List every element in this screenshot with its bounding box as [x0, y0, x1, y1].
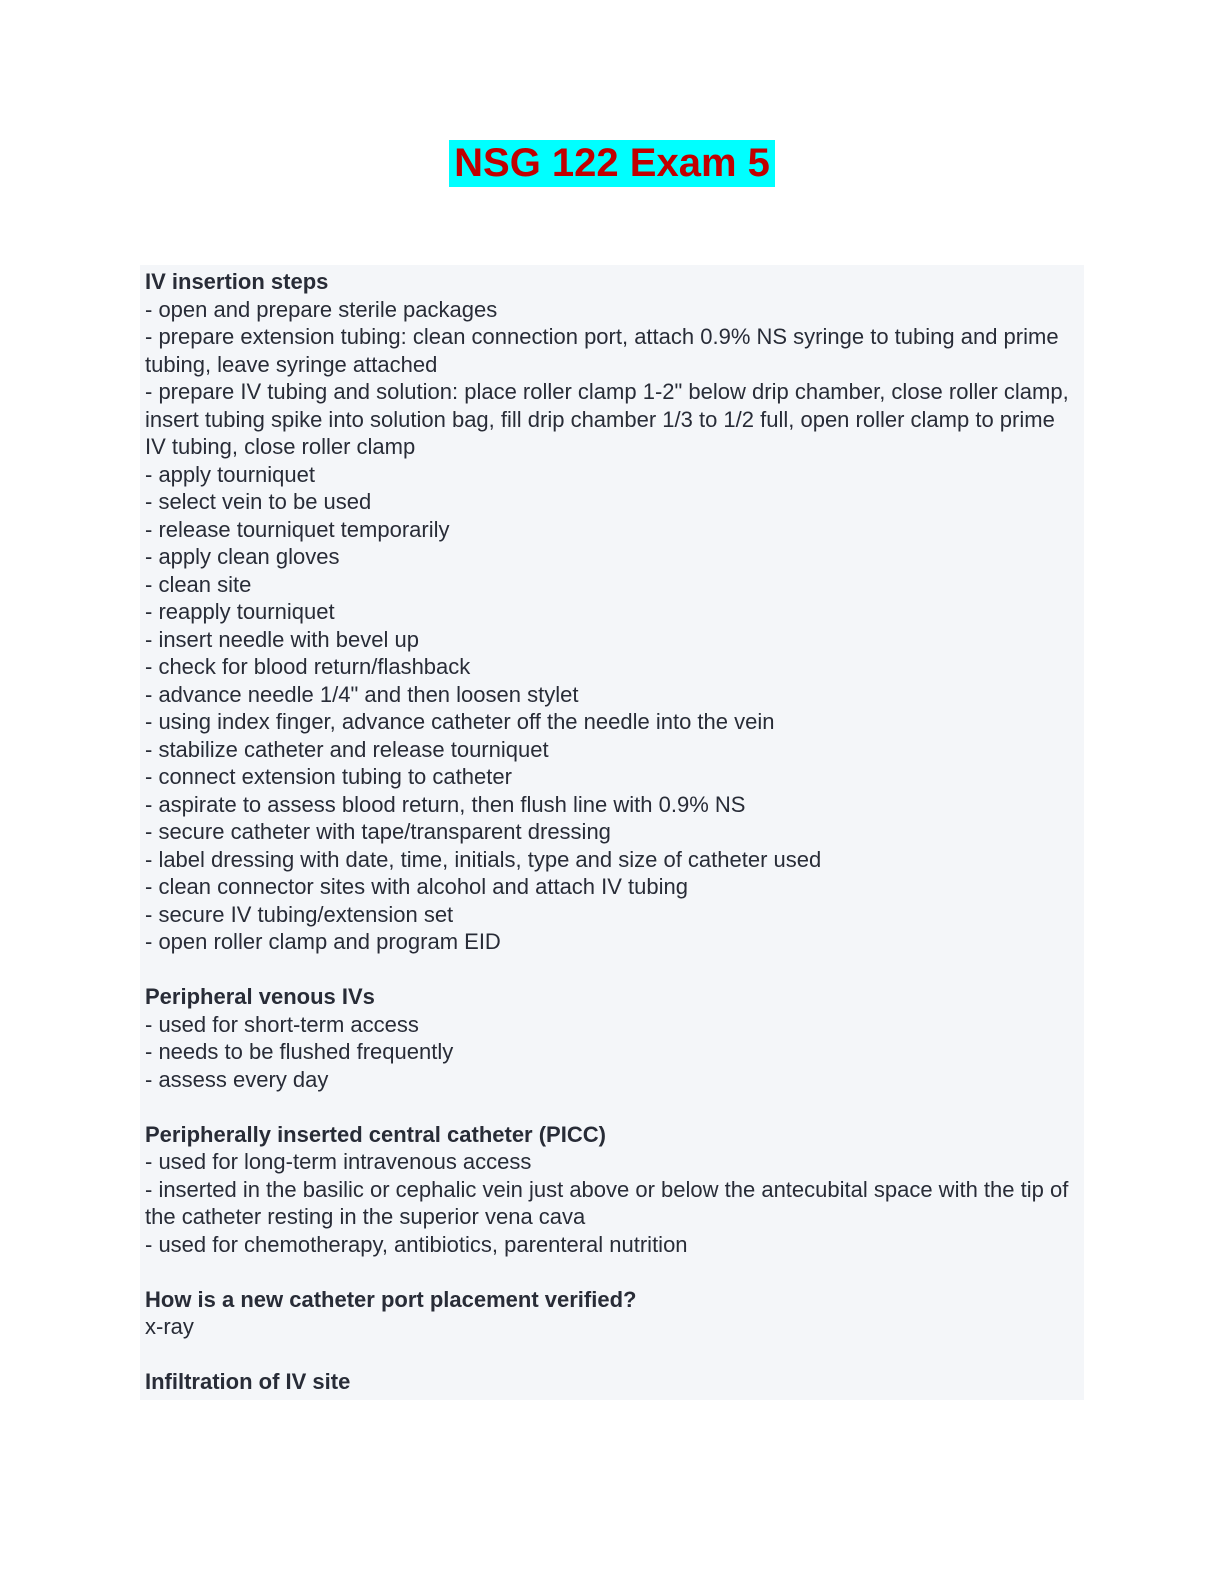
note-line: - used for short-term access	[145, 1011, 419, 1037]
section-heading: IV insertion steps	[145, 269, 329, 294]
note-line: - used for chemotherapy, antibiotics, parenteral nutrition	[145, 1231, 688, 1257]
notes-section	[145, 1286, 1078, 1341]
note-line: - secure IV tubing/extension set	[145, 901, 454, 927]
section-lines	[145, 1148, 1078, 1258]
section-lines	[145, 1011, 1078, 1094]
note-line: - prepare IV tubing and solution: place roller clamp 1-2" below drip chamber, close roller clamp, insert tubing spike into solution bag, fill drip chamber 1/3 to 1/2 full, open roller clamp to prime IV tubing, close roller clamp	[145, 379, 1069, 459]
notes-section	[145, 1121, 1078, 1259]
note-line: - open and prepare sterile packages	[145, 296, 498, 322]
note-line: - inserted in the basilic or cephalic vein just above or below the antecubital space with the tip of the catheter resting in the superior vena cava	[145, 1176, 1069, 1229]
document-title: NSG 122 Exam 5	[449, 140, 775, 187]
section-heading: Peripherally inserted central catheter (PICC)	[145, 1121, 606, 1147]
notes-section	[145, 268, 1078, 956]
note-line: - assess every day	[145, 1066, 329, 1092]
note-line: - aspirate to assess blood return, then flush line with 0.9% NS	[145, 791, 746, 817]
note-line: - advance needle 1/4" and then loosen stylet	[145, 681, 579, 707]
note-line: - check for blood return/flashback	[145, 654, 471, 679]
note-line: - using index finger, advance catheter off the needle into the vein	[145, 709, 775, 734]
note-line: - secure catheter with tape/transparent dressing	[145, 819, 611, 844]
document-title-wrap	[0, 140, 1224, 187]
note-line: - apply tourniquet	[145, 461, 315, 487]
note-line: - clean site	[145, 571, 252, 597]
note-line: - open roller clamp and program EID	[145, 929, 501, 954]
note-line: - prepare extension tubing: clean connection port, attach 0.9% NS syringe to tubing and prime tubing, leave syringe attached	[145, 324, 1059, 377]
note-line: - apply clean gloves	[145, 544, 340, 569]
notes-content-box	[140, 265, 1084, 1400]
note-line: - needs to be flushed frequently	[145, 1039, 454, 1064]
note-line: - clean connector sites with alcohol and attach IV tubing	[145, 874, 688, 899]
section-lines	[145, 1313, 1078, 1341]
notes-section	[145, 1368, 1078, 1396]
note-line: - used for long-term intravenous access	[145, 1149, 532, 1174]
notes-section	[145, 983, 1078, 1093]
section-lines	[145, 296, 1078, 956]
note-line: - insert needle with bevel up	[145, 626, 419, 652]
section-heading: Infiltration of IV site	[145, 1369, 351, 1394]
section-heading: Peripheral venous IVs	[145, 984, 375, 1009]
note-line: - reapply tourniquet	[145, 599, 335, 624]
note-line: x-ray	[145, 1314, 194, 1339]
note-line: - label dressing with date, time, initials, type and size of catheter used	[145, 846, 822, 872]
note-line: - connect extension tubing to catheter	[145, 764, 512, 789]
section-heading: How is a new catheter port placement verified?	[145, 1286, 637, 1312]
note-line: - stabilize catheter and release tourniquet	[145, 736, 549, 762]
note-line: - select vein to be used	[145, 489, 372, 514]
note-line: - release tourniquet temporarily	[145, 516, 450, 542]
